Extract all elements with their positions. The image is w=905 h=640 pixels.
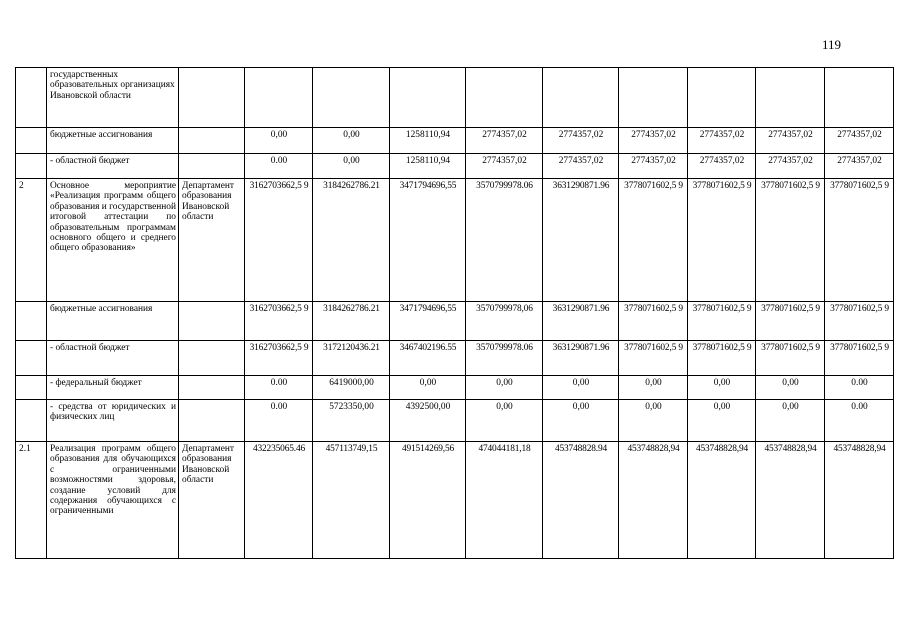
value-cell: 453748828,94 bbox=[825, 442, 894, 559]
row-number bbox=[16, 302, 47, 341]
row-executor bbox=[179, 400, 245, 442]
row-name: - областной бюджет bbox=[47, 154, 179, 179]
value-cell: 0,00 bbox=[390, 376, 466, 400]
value-cell: 457113749,15 bbox=[313, 442, 390, 559]
value-cell: 3184262786.21 bbox=[313, 179, 390, 302]
row-executor bbox=[179, 68, 245, 128]
table-row bbox=[16, 442, 894, 559]
row-name: - областной бюджет bbox=[47, 341, 179, 376]
value-cell: 3471794696,55 bbox=[390, 179, 466, 302]
value-cell: 3778071602,5 9 bbox=[825, 302, 894, 341]
value-cell bbox=[313, 68, 390, 128]
value-cell: 0,00 bbox=[313, 128, 390, 154]
value-cell: 453748828,94 bbox=[619, 442, 688, 559]
value-cell: 3778071602,5 9 bbox=[756, 302, 825, 341]
value-cell: 2774357,02 bbox=[466, 154, 543, 179]
value-cell: 2774357,02 bbox=[543, 128, 619, 154]
value-cell: 3471794696,55 bbox=[390, 302, 466, 341]
value-cell: 4392500,00 bbox=[390, 400, 466, 442]
value-cell: 2774357,02 bbox=[688, 128, 756, 154]
value-cell: 3162703662,5 9 bbox=[245, 341, 313, 376]
table-row bbox=[16, 128, 894, 154]
value-cell: 2774357,02 bbox=[543, 154, 619, 179]
value-cell: 0,00 bbox=[466, 400, 543, 442]
value-cell: 1258110,94 bbox=[390, 154, 466, 179]
value-cell: 491514269,56 bbox=[390, 442, 466, 559]
value-cell: 3184262786.21 bbox=[313, 302, 390, 341]
value-cell: 0,00 bbox=[543, 376, 619, 400]
value-cell: 3172120436.21 bbox=[313, 341, 390, 376]
row-name: - средства от юридических и физических лиц bbox=[47, 400, 179, 442]
value-cell: 0,00 bbox=[619, 376, 688, 400]
value-cell: 2774357,02 bbox=[825, 128, 894, 154]
value-cell: 474044181,18 bbox=[466, 442, 543, 559]
row-number bbox=[16, 154, 47, 179]
value-cell: 0,00 bbox=[619, 400, 688, 442]
value-cell: 3162703662,5 9 bbox=[245, 302, 313, 341]
value-cell bbox=[619, 68, 688, 128]
value-cell: 0,00 bbox=[688, 400, 756, 442]
value-cell: 6419000,00 bbox=[313, 376, 390, 400]
value-cell: 3778071602,5 9 bbox=[756, 179, 825, 302]
value-cell: 0,00 bbox=[756, 400, 825, 442]
value-cell: 5723350,00 bbox=[313, 400, 390, 442]
table-row bbox=[16, 376, 894, 400]
table-row bbox=[16, 68, 894, 128]
value-cell: 0,00 bbox=[543, 400, 619, 442]
value-cell: 432235065.46 bbox=[245, 442, 313, 559]
value-cell: 3631290871.96 bbox=[543, 179, 619, 302]
value-cell: 0.00 bbox=[825, 400, 894, 442]
row-executor: Департамент образования Ивановской области bbox=[179, 179, 245, 302]
row-number: 2 bbox=[16, 179, 47, 302]
value-cell bbox=[688, 68, 756, 128]
value-cell: 0.00 bbox=[245, 376, 313, 400]
value-cell: 2774357,02 bbox=[619, 154, 688, 179]
value-cell: 0,00 bbox=[688, 376, 756, 400]
value-cell: 0.00 bbox=[825, 376, 894, 400]
value-cell: 1258110,94 bbox=[390, 128, 466, 154]
value-cell bbox=[543, 68, 619, 128]
row-name: государственных образовательных организациях Ивановской области bbox=[47, 68, 179, 128]
value-cell: 3778071602,5 9 bbox=[619, 302, 688, 341]
table-row bbox=[16, 302, 894, 341]
value-cell: 2774357,02 bbox=[619, 128, 688, 154]
row-name: Основное мероприятие «Реализация программ общего образования и государственной итоговой аттестации по образовательным программам основного общего и среднего общего образования» bbox=[47, 179, 179, 302]
value-cell: 2774357,02 bbox=[756, 154, 825, 179]
row-executor bbox=[179, 341, 245, 376]
row-number bbox=[16, 128, 47, 154]
value-cell: 3778071602,5 9 bbox=[688, 341, 756, 376]
row-name: бюджетные ассигнования bbox=[47, 128, 179, 154]
value-cell: 3631290871.96 bbox=[543, 302, 619, 341]
value-cell: 3778071602,5 9 bbox=[688, 179, 756, 302]
value-cell: 3467402196.55 bbox=[390, 341, 466, 376]
value-cell: 3778071602,5 9 bbox=[756, 341, 825, 376]
value-cell: 3631290871.96 bbox=[543, 341, 619, 376]
row-executor bbox=[179, 154, 245, 179]
value-cell: 3778071602,5 9 bbox=[825, 179, 894, 302]
value-cell bbox=[245, 68, 313, 128]
value-cell: 3778071602,5 9 bbox=[619, 341, 688, 376]
value-cell: 0.00 bbox=[245, 154, 313, 179]
value-cell bbox=[825, 68, 894, 128]
value-cell: 2774357,02 bbox=[756, 128, 825, 154]
value-cell: 3778071602,5 9 bbox=[688, 302, 756, 341]
row-executor bbox=[179, 302, 245, 341]
value-cell: 0,00 bbox=[466, 376, 543, 400]
table-row bbox=[16, 179, 894, 302]
row-number: 2.1 bbox=[16, 442, 47, 559]
value-cell: 3778071602,5 9 bbox=[619, 179, 688, 302]
value-cell: 0,00 bbox=[313, 154, 390, 179]
table-row bbox=[16, 400, 894, 442]
row-name: - федеральный бюджет bbox=[47, 376, 179, 400]
value-cell bbox=[466, 68, 543, 128]
value-cell bbox=[756, 68, 825, 128]
value-cell: 2774357,02 bbox=[688, 154, 756, 179]
row-name: Реализация программ общего образования для обучающихся с ограниченными возможностями здоровья, создание условий для содержания обучающихся с ограниченными bbox=[47, 442, 179, 559]
row-executor bbox=[179, 376, 245, 400]
value-cell: 3778071602,5 9 bbox=[825, 341, 894, 376]
row-executor: Департамент образования Ивановской области bbox=[179, 442, 245, 559]
value-cell: 2774357,02 bbox=[466, 128, 543, 154]
page-number: 119 bbox=[822, 37, 842, 52]
table-row bbox=[16, 154, 894, 179]
value-cell: 453748828,94 bbox=[688, 442, 756, 559]
row-executor bbox=[179, 128, 245, 154]
value-cell: 3570799978.06 bbox=[466, 341, 543, 376]
table-row bbox=[16, 341, 894, 376]
value-cell: 3570799978.06 bbox=[466, 179, 543, 302]
value-cell: 0,00 bbox=[756, 376, 825, 400]
value-cell: 3570799978,06 bbox=[466, 302, 543, 341]
value-cell: 2774357,02 bbox=[825, 154, 894, 179]
row-number bbox=[16, 68, 47, 128]
value-cell bbox=[390, 68, 466, 128]
row-number bbox=[16, 400, 47, 442]
row-number bbox=[16, 341, 47, 376]
row-name: бюджетные ассигнования bbox=[47, 302, 179, 341]
value-cell: 3162703662,5 9 bbox=[245, 179, 313, 302]
value-cell: 0.00 bbox=[245, 400, 313, 442]
budget-table bbox=[15, 67, 894, 559]
value-cell: 0,00 bbox=[245, 128, 313, 154]
value-cell: 453748828,94 bbox=[756, 442, 825, 559]
row-number bbox=[16, 376, 47, 400]
value-cell: 453748828.94 bbox=[543, 442, 619, 559]
